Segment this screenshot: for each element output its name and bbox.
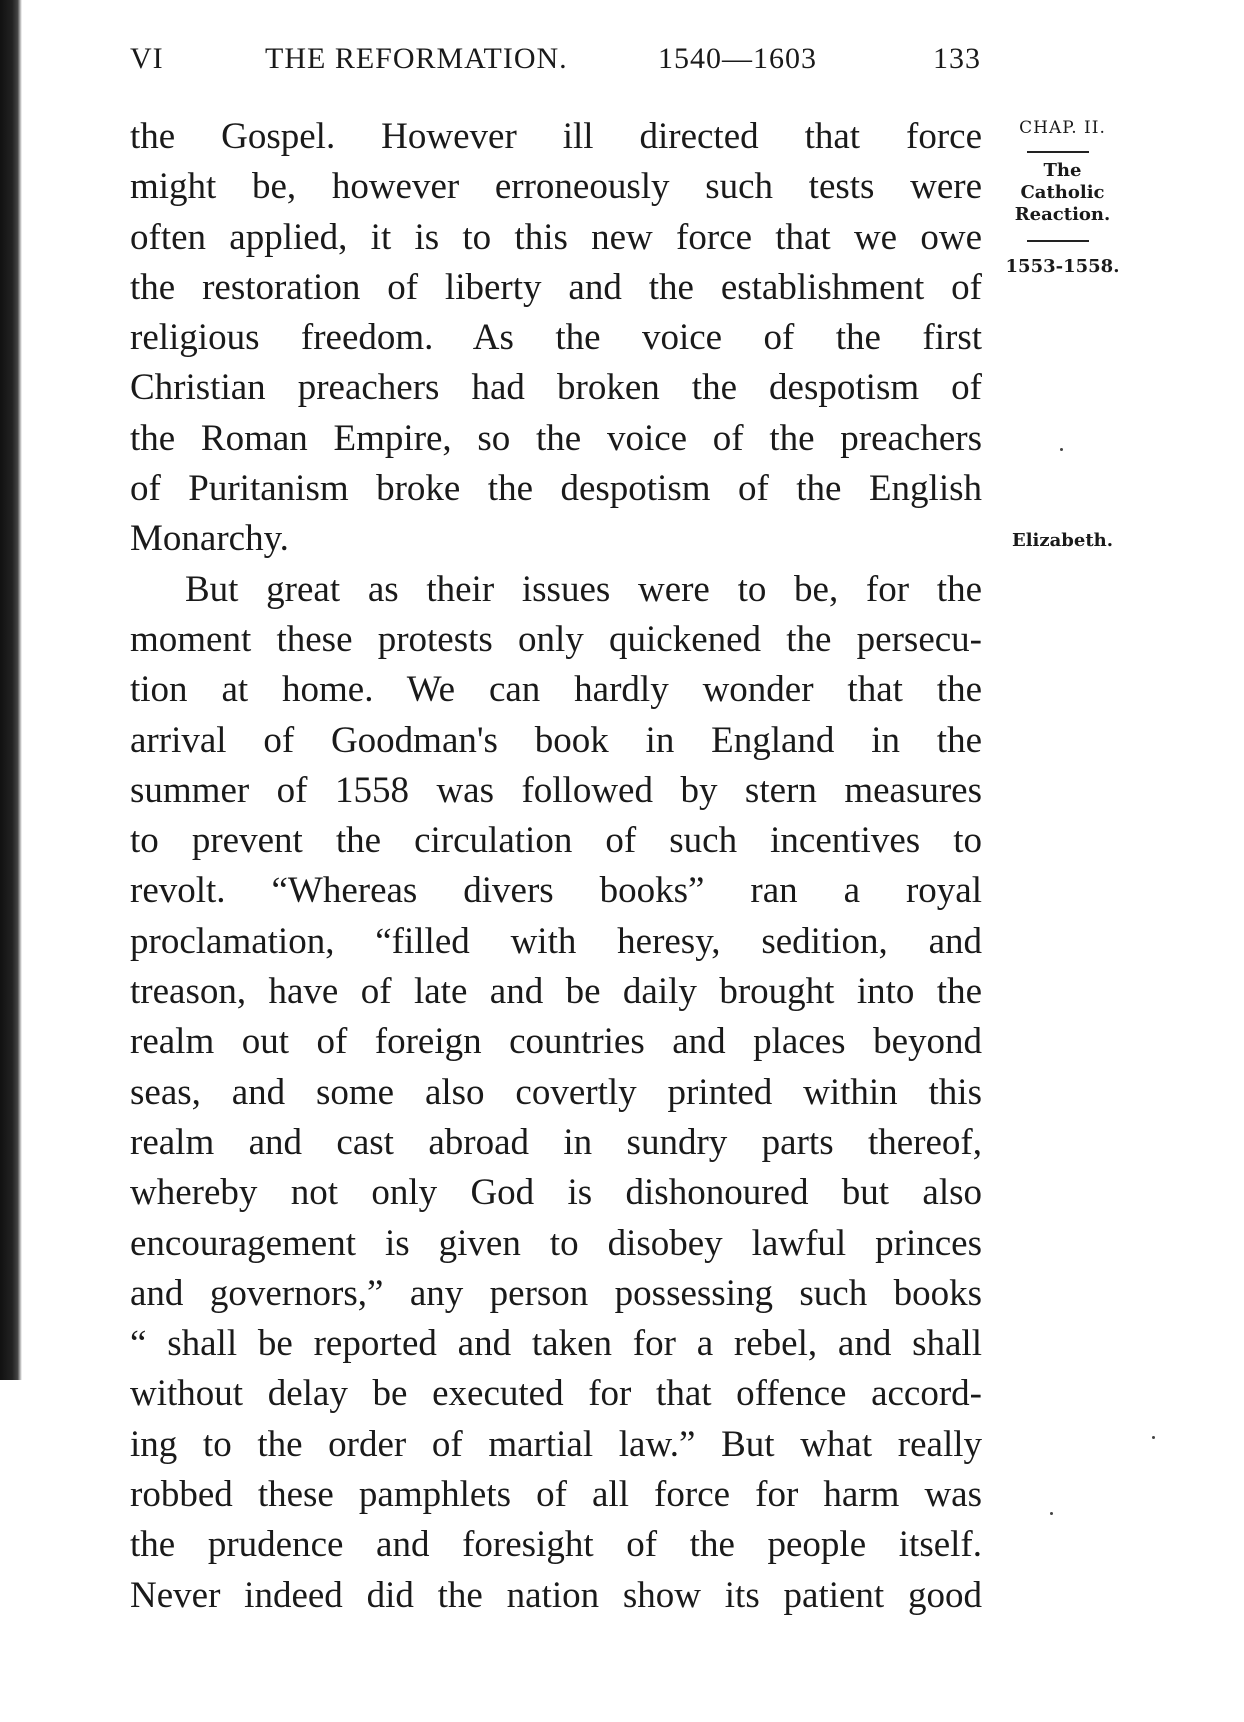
text-line: and governors,” any person possessing such books bbox=[130, 1272, 982, 1314]
text-line: robbed these pamphlets of all force for harm was bbox=[130, 1474, 982, 1516]
text-line: ing to the order of martial law.” But what really bbox=[130, 1423, 982, 1465]
text-line: the restoration of liberty and the establishment of bbox=[130, 266, 982, 308]
text-line: the Gospel. However ill directed that force bbox=[130, 116, 982, 157]
print-speck bbox=[1152, 1436, 1155, 1439]
margin-chapter: CHAP. II. bbox=[1019, 118, 1106, 138]
margin-section-title bbox=[995, 160, 1130, 226]
text-line: Never indeed did the nation show its patient good bbox=[130, 1574, 982, 1616]
margin-section-line-3: Reaction. bbox=[1014, 204, 1111, 225]
text-line: the Roman Empire, so the voice of the preachers bbox=[130, 417, 982, 459]
text-line: religious freedom. As the voice of the first bbox=[130, 317, 982, 359]
running-header bbox=[130, 42, 982, 92]
text-line: tion at home. We can hardly wonder that the bbox=[130, 669, 982, 711]
margin-dates: 1553-1558. bbox=[1005, 256, 1120, 277]
text-line: whereby not only God is dishonoured but also bbox=[130, 1172, 982, 1214]
text-line: “ shall be reported and taken for a rebel, and shall bbox=[130, 1323, 982, 1365]
text-line: to prevent the circulation of such incentives to bbox=[130, 820, 982, 862]
text-line: summer of 1558 was followed by stern measures bbox=[130, 769, 982, 811]
print-speck bbox=[1060, 448, 1063, 451]
text-line: often applied, it is to this new force that we owe bbox=[130, 216, 982, 258]
text-line: revolt. “Whereas divers books” ran a royal bbox=[130, 870, 982, 912]
text-line: seas, and some also covertly printed within this bbox=[130, 1071, 982, 1113]
margin-rule bbox=[1027, 151, 1089, 153]
text-line: Monarchy. bbox=[130, 518, 289, 560]
text-line: encouragement is given to disobey lawful princes bbox=[130, 1222, 982, 1264]
text-line: without delay be executed for that offence accord- bbox=[130, 1373, 982, 1415]
margin-rule bbox=[1027, 240, 1089, 242]
text-line: proclamation, “filled with heresy, sedition, and bbox=[130, 920, 982, 962]
running-years: 1540—1603 bbox=[658, 42, 817, 75]
text-line: moment these protests only quickened the persecu- bbox=[130, 618, 982, 660]
body-text bbox=[130, 112, 982, 1621]
margin-section-line-1: The bbox=[1043, 160, 1082, 181]
text-line: the prudence and foresight of the people itself. bbox=[130, 1524, 982, 1566]
chapter-number: VI bbox=[130, 42, 164, 75]
running-title: THE REFORMATION. bbox=[265, 42, 568, 75]
text-line: treason, have of late and be daily brought into the bbox=[130, 971, 982, 1013]
margin-note: Elizabeth. bbox=[1012, 530, 1113, 551]
text-line: arrival of Goodman's book in England in the bbox=[130, 719, 982, 761]
book-binding-edge bbox=[0, 0, 22, 1380]
text-line: of Puritanism broke the despotism of the English bbox=[130, 468, 982, 510]
text-line: But great as their issues were to be, for the bbox=[185, 568, 982, 610]
text-line: realm out of foreign countries and places beyond bbox=[130, 1021, 982, 1063]
text-line: might be, however erroneously such tests were bbox=[130, 166, 982, 208]
page-number: 133 bbox=[933, 42, 981, 75]
text-line: Christian preachers had broken the despotism of bbox=[130, 367, 982, 409]
text-line: realm and cast abroad in sundry parts thereof, bbox=[130, 1121, 982, 1163]
margin-section-line-2: Catholic bbox=[1020, 182, 1105, 203]
print-speck bbox=[1050, 1512, 1053, 1515]
